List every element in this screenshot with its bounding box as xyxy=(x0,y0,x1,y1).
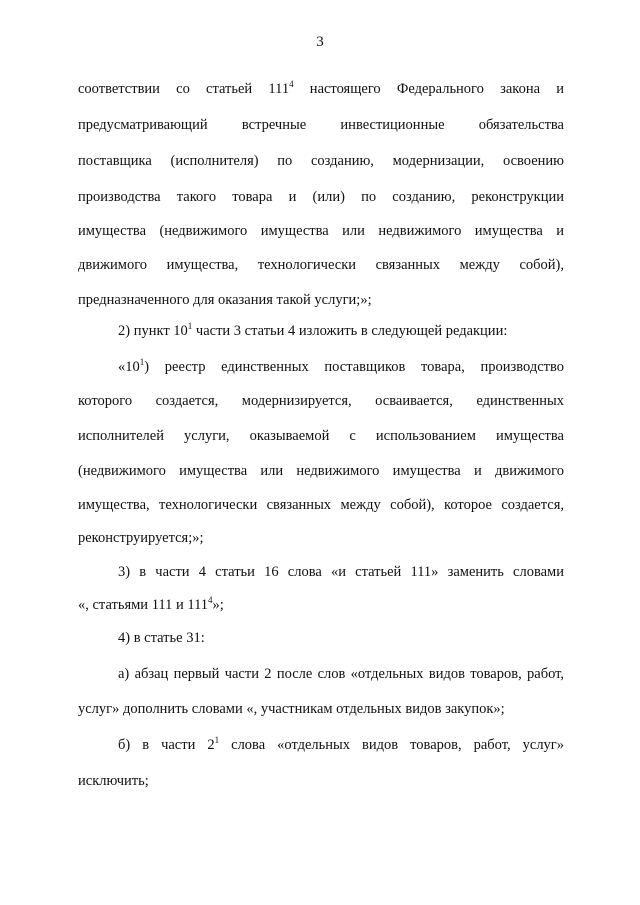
text-line: имущества (недвижимого имущества или недвижимого имущества и xyxy=(78,223,564,239)
text-line: движимого имущества, технологически связанных между собой), xyxy=(78,257,564,273)
text-line: соответствии со статьей $111^4$ настоящего Федерального закона и xyxy=(78,80,564,97)
text-line: предназначенного для оказания такой услуги;»; xyxy=(78,292,372,308)
text-line: поставщика (исполнителя) по созданию, модернизации, освоению xyxy=(78,153,564,169)
text-line: исполнителей услуги, оказываемой с использованием имущества xyxy=(78,428,564,444)
text-line: услуг» дополнить словами «, участникам отдельных видов закупок»; xyxy=(78,701,505,717)
text-line: исключить; xyxy=(78,773,149,789)
text-line: реконструируется;»; xyxy=(78,530,204,546)
list-item-3: 3) в части 4 статьи 16 слова «и статьей 111» заменить словами xyxy=(118,564,564,580)
text-line: предусматривающий встречные инвестиционные обязательства xyxy=(78,117,564,133)
list-item-4b: б) в части $2^1$ слова «отдельных видов товаров, работ, услуг» xyxy=(118,736,564,753)
text-line: (недвижимого имущества или недвижимого имущества и движимого xyxy=(78,463,564,479)
text-line: которого создается, модернизируется, осваивается, единственных xyxy=(78,393,564,409)
quoted-text-line: «$10^1$) реестр единственных поставщиков товара, производство xyxy=(118,358,564,375)
list-item-2: 2) пункт $10^1$ части 3 статьи 4 изложить в следующей редакции: xyxy=(118,322,508,339)
list-item-4: 4) в статье 31: xyxy=(118,630,205,646)
text-line: имущества, технологически связанных между собой), которое создается, xyxy=(78,497,564,513)
text-line: производства такого товара и (или) по созданию, реконструкции xyxy=(78,189,564,205)
list-item-4a: а) абзац первый части 2 после слов «отдельных видов товаров, работ, xyxy=(118,666,564,682)
page-number: 3 xyxy=(316,34,324,50)
text-line: «, статьями 111 и $111^4$»; xyxy=(78,596,224,613)
